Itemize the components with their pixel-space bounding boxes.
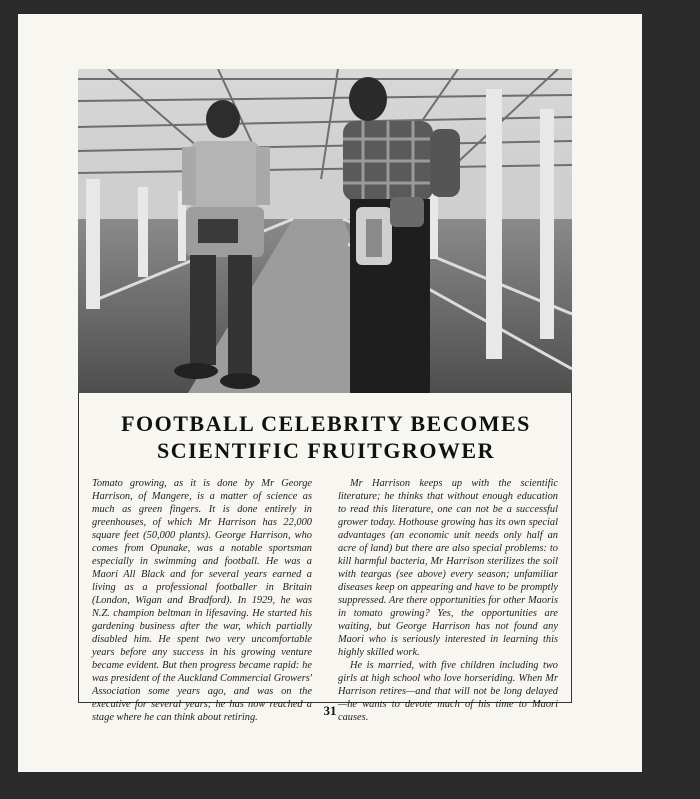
greenhouse-photo-illustration xyxy=(78,69,572,393)
article-column-right xyxy=(338,477,558,724)
headline-line-2: SCIENTIFIC FRUITGROWER xyxy=(157,438,495,463)
article-paragraph: Mr Harrison keeps up with the scientific literature; he thinks that without enough education to read this literature, one can not be a successful grower today. Hothouse growing has its own special advantages (an economic unit needs only half an acre of land) but there are also special problems: to kill harmful bacteria, Mr Harrison sterilizes the soil with teargas (see above) every season; unfamiliar diseases keep on appearing and have to be promptly suppressed. Are there opportunities for other Maoris in tomato growing? Yes, the opportunities are waiting, but George Harrison has not found any Maori who is seriously interested in learning this highly skilled work. xyxy=(338,478,558,658)
magazine-page xyxy=(18,14,642,772)
article-paragraph: Tomato growing, as it is done by Mr George Harrison, of Mangere, is a matter of science as much as green fingers. It is done entirely in greenhouses, of which Mr Harrison has 22,000 square feet (50,000 plants). George Harrison, who comes from Opunake, was a notable sportsman especially in swimming and football. He was a Maori All Black and for several years earned a living as a professional footballer in Britain (London, Wigan and Bradford). In 1929, he was N.Z. champion beltman in lifesaving. He started his gardening business after the war, which partially disabled him. He spent two very uncomfortable years before any success in his growing venture became evident. But then progress became rapid: he was president of the Auckland Commercial Growers' Association some years ago, and was on the executive for several years; he has now reached a stage where he can think about retiring. xyxy=(92,478,312,723)
article-column-left xyxy=(92,477,312,724)
article-paragraph: He is married, with five children including two girls at high school who love horseriding. When Mr Harrison retires—and that will not be long delayed—he wants to devote much of his time to Maori causes. xyxy=(338,660,558,723)
headline-line-1: FOOTBALL CELEBRITY BECOMES xyxy=(121,411,531,436)
page-number: 31 xyxy=(323,703,337,718)
greenhouse-photo xyxy=(78,69,572,393)
